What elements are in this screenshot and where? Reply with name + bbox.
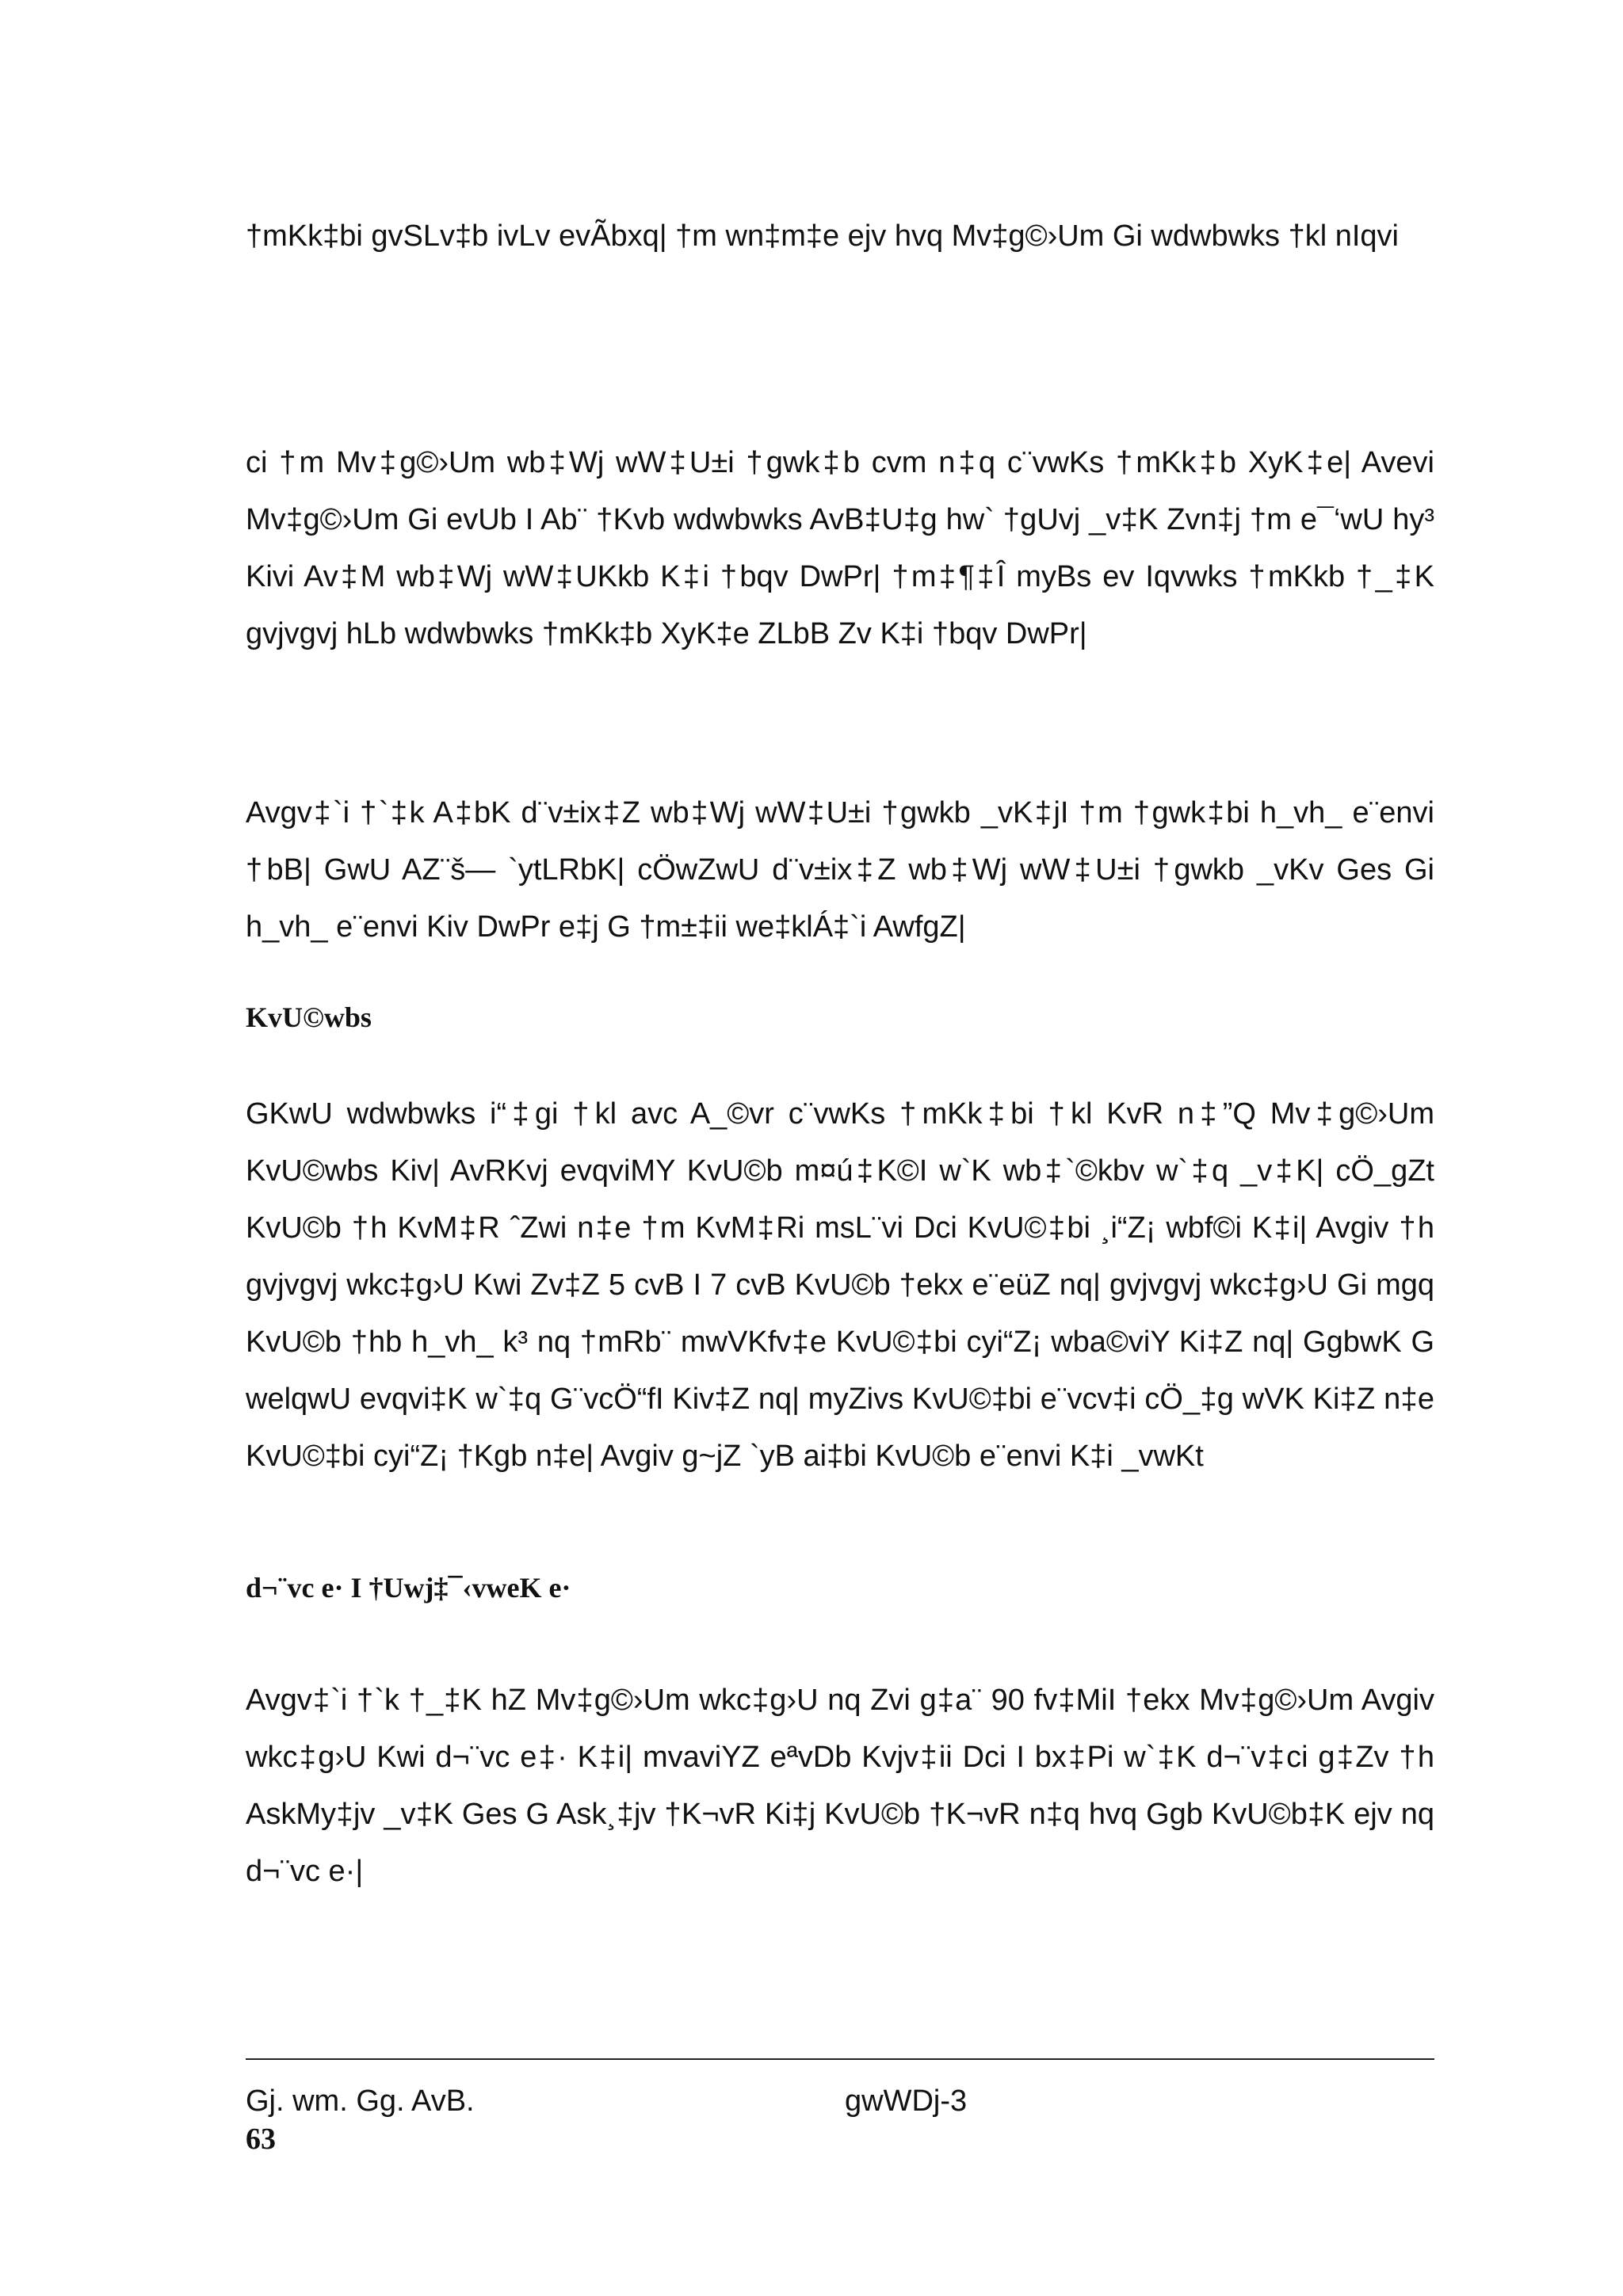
paragraph-needle-detection: ci †m Mv‡g©›Um wb‡Wj wW‡U±i †gwk‡b cvm n‡q c¨vwKs †mKk‡b XyK‡e| Avevi Mv‡g©›Um Gi evUb I Ab¨ †Kvb wdwbwks AvB‡U‡g hw` †gUvj _v‡K Zvn‡j †m e¯‘wU hy³ Kivi Av‡M wb‡Wj wW‡UKkb K‡i †bqv DwPr| †m‡¶‡Î myBs ev Iqvwks †mKkb †_‡K gvjvgvj hLb wdwbwks †mKk‡b XyK‡e ZLbB Zv K‡i †bqv DwPr|: [246, 446, 1434, 650]
footer-divider: [246, 2058, 1434, 2060]
paragraph-flap-box: Avgv‡`i †`k †_‡K hZ Mv‡g©›Um wkc‡g›U nq Zvi g‡a¨ 90 fv‡MiI †ekx Mv‡g©›Um Avgiv wkc‡g›U Kwi d¬¨vc e‡· K‡i| mvaviYZ eªvDb Kvjv‡ii Dci I bx‡Pi w`‡K d¬¨v‡ci g‡Zv †h AskMy‡jv _v‡K Ges G Ask¸‡jv †K¬vR Ki‡j KvU©b †K¬vR n‡q hvq Ggb KvU©b‡K ejv nq d¬¨vc e·|: [246, 1684, 1434, 1888]
footer-module-label: gwWDj-3: [845, 2084, 968, 2118]
section-heading-cartoning: KvU©wbs: [246, 1001, 372, 1033]
paragraph-intro: †mKk‡bi gvSLv‡b ivLv evÃbxq| †m wn‡m‡e ejv hvq Mv‡g©›Um Gi wdwbwks †kl nIqvi: [246, 219, 1399, 253]
section-heading-flap-box: d¬¨vc e· I †Uwj‡¯‹vweK e·: [246, 1572, 571, 1604]
footer-left-text: Gj. wm. Gg. AvB.: [246, 2084, 475, 2118]
page-number: 63: [246, 2122, 276, 2156]
paragraph-cartoning: GKwU wdwbwks i“‡gi †kl avc A_©vr c¨vwKs †mKk‡bi †kl KvR n‡”Q Mv‡g©›Um KvU©wbs Kiv| AvRKvj evqviMY KvU©b m¤ú‡K©I w`K wb‡`©kbv w`‡q _v‡K| cÖ_gZt KvU©b †h KvM‡R ˆZwi n‡e †m KvM‡Ri msL¨vi Dci KvU©‡bi ¸i“Z¡ wbf©i K‡i| Avgiv †h gvjvgvj wkc‡g›U Kwi Zv‡Z 5 cvB I 7 cvB KvU©b †ekx e¨eüZ nq| gvjvgvj wkc‡g›U Gi mgq KvU©b †hb h_vh_ k³ nq †mRb¨ mwVKfv‡e KvU©‡bi cyi“Z¡ wba©viY Ki‡Z nq| GgbwK G welqwU evqvi‡K w`‡q G¨vcÖ“fI Kiv‡Z nq| myZivs KvU©‡bi e¨vcv‡i cÖ_‡g wVK Ki‡Z n‡e KvU©‡bi cyi“Z¡ †Kgb n‡e| Avgiv g~jZ `yB ai‡bi KvU©b e¨envi K‡i _vwKt: [246, 1097, 1434, 1473]
paragraph-factory-usage: Avgv‡`i †`‡k A‡bK d¨v±ix‡Z wb‡Wj wW‡U±i †gwkb _vK‡jI †m †gwk‡bi h_vh_ e¨envi †bB| GwU AZ¨š— `ytLRbK| cÖwZwU d¨v±ix‡Z wb‡Wj wW‡U±i †gwkb _vKv Ges Gi h_vh_ e¨envi Kiv DwPr e‡j G †m±‡ii we‡klÁ‡`i AwfgZ|: [246, 796, 1434, 944]
